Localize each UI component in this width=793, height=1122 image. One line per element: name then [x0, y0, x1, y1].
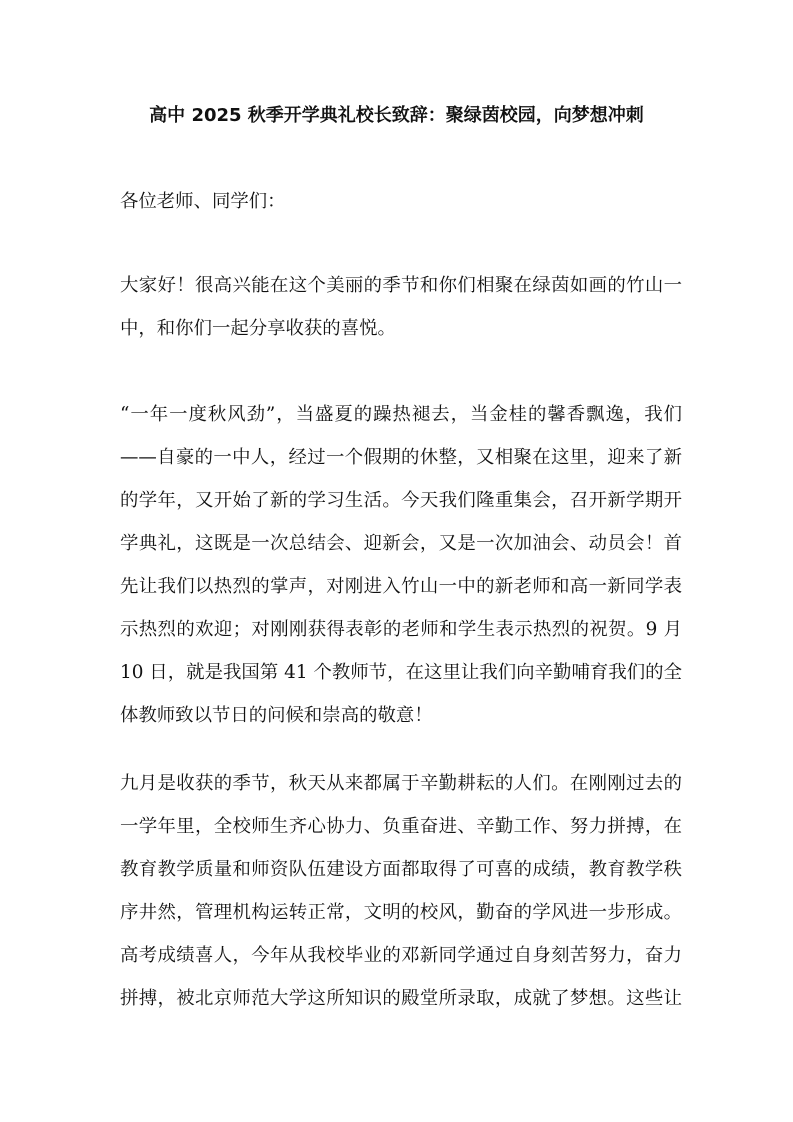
text-line: ——自豪的一中人，经过一个假期的休整，又相聚在这里，迎来了新: [120, 447, 682, 468]
text-line: 学典礼，这既是一次总结会、迎新会，又是一次加油会、动员会！首: [120, 533, 682, 554]
paragraph-1: [120, 264, 682, 350]
text-line: 的学年，又开始了新的学习生活。今天我们隆重集会，召开新学期开: [120, 490, 682, 511]
text-line: “一年一度秋风劲”，当盛夏的躁热褪去，当金桂的馨香飘逸，我们: [120, 404, 682, 425]
text-line: 一学年里，全校师生齐心协力、负重奋进、辛勤工作、努力拼搏，在: [120, 816, 682, 837]
paragraph-3: [120, 762, 682, 1020]
greeting: [120, 180, 682, 223]
text-line: 示热烈的欢迎；对刚刚获得表彰的老师和学生表示热烈的祝贺。9 月: [120, 619, 682, 640]
text-line: 九月是收获的季节，秋天从来都属于辛勤耕耘的人们。在刚刚过去的: [120, 773, 682, 794]
text-line: 体教师致以节日的问候和崇高的敬意！: [120, 705, 433, 726]
document-title: 高中 2025 秋季开学典礼校长致辞：聚绿茵校园，向梦想冲刺: [149, 105, 644, 126]
greeting-line: 各位老师、同学们：: [120, 191, 286, 212]
text-line: 先让我们以热烈的掌声，对刚进入竹山一中的新老师和高一新同学表: [120, 576, 682, 597]
paragraph-2: [120, 393, 682, 737]
text-line: 10 日，就是我国第 41 个教师节，在这里让我们向辛勤哺育我们的全: [120, 662, 682, 683]
text-line: 高考成绩喜人，今年从我校毕业的邓新同学通过自身刻苦努力，奋力: [120, 945, 682, 966]
text-line: 拼搏，被北京师范大学这所知识的殿堂所录取，成就了梦想。这些让: [120, 988, 682, 1009]
text-line: 序井然，管理机构运转正常，文明的校风，勤奋的学风进一步形成。: [120, 902, 682, 923]
text-line: 中，和你们一起分享收获的喜悦。: [120, 318, 396, 339]
text-line: 大家好！很高兴能在这个美丽的季节和你们相聚在绿茵如画的竹山一: [120, 275, 682, 296]
text-line: 教育教学质量和师资队伍建设方面都取得了可喜的成绩，教育教学秩: [120, 859, 682, 880]
